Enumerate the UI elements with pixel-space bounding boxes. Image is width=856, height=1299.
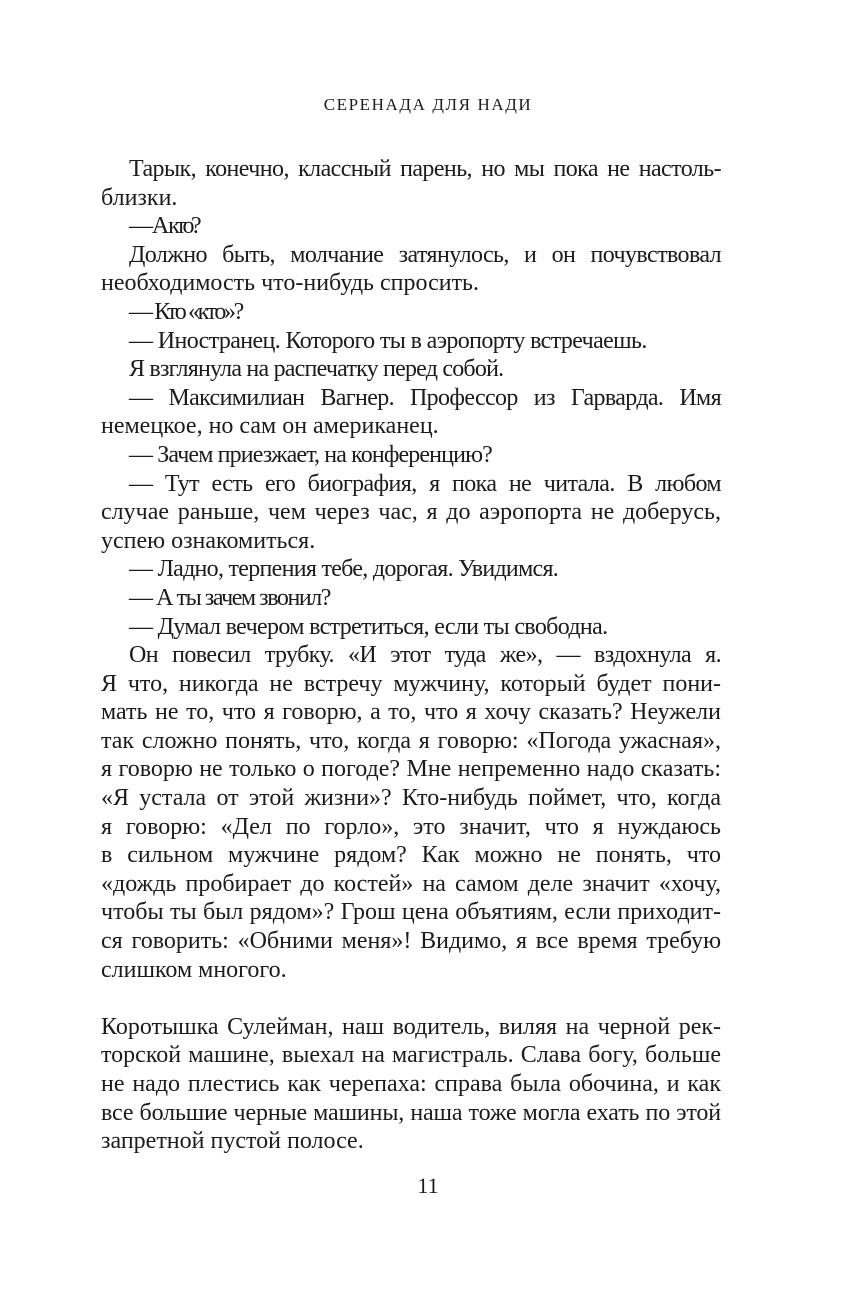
text-line: чтобы ты был рядом»? Грош цена объятиям, если приходит-	[101, 899, 721, 926]
body-text	[101, 155, 721, 1156]
text-line: ся говорить: «Обними меня»! Видимо, я все время требую	[101, 928, 721, 955]
text-line: «дождь пробирает до костей» на самом деле значит «хочу,	[101, 870, 721, 897]
text-line: — А ты зачем звонил?	[129, 584, 330, 611]
text-line: — Ладно, терпения тебе, дорогая. Увидимся.	[129, 556, 559, 583]
text-line: Тарык, конечно, классный парень, но мы пока не настоль-	[129, 156, 721, 182]
text-line: Должно быть, молчание затянулось, и он почувствовал	[129, 241, 721, 268]
text-line: успею ознакомиться.	[101, 527, 316, 554]
text-line: запретной пустой полосе.	[101, 1128, 364, 1155]
running-head: СЕРЕНАДА ДЛЯ НАДИ	[323, 95, 533, 114]
text-line: слишком многого.	[101, 956, 287, 983]
text-line: «Я устала от этой жизни»? Кто-нибудь поймет, что, когда	[101, 785, 721, 812]
text-line: — Зачем приезжает, на конференцию?	[129, 441, 492, 468]
text-line: — Тут есть его биография, я пока не читала. В любом	[129, 470, 721, 497]
text-line: торской машине, выехал на магистраль. Слава богу, больше	[101, 1042, 721, 1069]
text-line: — Кто «кто»?	[129, 298, 242, 325]
text-line: все большие черные машины, наша тоже могла ехать по этой	[101, 1099, 721, 1126]
text-line: так сложно понять, что, когда я говорю: «Погода ужасная»,	[101, 727, 721, 754]
page-number: 11	[417, 1173, 439, 1198]
text-line: — Иностранец. Которого ты в аэропорту встречаешь.	[129, 327, 647, 354]
text-line: близки.	[101, 184, 178, 211]
text-line: необходимость что-нибудь спросить.	[101, 270, 479, 297]
text-line: немецкое, но сам он американец.	[101, 413, 439, 440]
text-line: — Максимилиан Вагнер. Профессор из Гарварда. Имя	[129, 384, 721, 411]
text-line: не надо плестись как черепаха: справа была обочина, и как	[101, 1071, 721, 1097]
text-line: я говорю не только о погоде? Мне непременно надо сказать:	[101, 756, 721, 783]
text-line: Коротышка Сулейман, наш водитель, виляя на черной рек-	[101, 1013, 721, 1040]
text-line: случае раньше, чем через час, я до аэропорта не доберусь,	[101, 499, 721, 526]
text-line: — А кто?	[129, 213, 199, 240]
text-line: в сильном мужчине рядом? Как можно не понять, что	[101, 842, 721, 869]
text-line: Я что, никогда не встречу мужчину, который будет пони-	[101, 670, 721, 697]
section-break	[101, 984, 721, 1013]
text-line: Я взглянула на распечатку перед собой.	[129, 356, 504, 383]
text-line: мать не то, что я говорю, а то, что я хочу сказать? Неужели	[101, 699, 721, 726]
text-line: — Думал вечером встретиться, если ты свободна.	[129, 613, 608, 640]
text-line: Он повесил трубку. «И этот туда же», — вздохнула я.	[129, 642, 721, 669]
text-line: я говорю: «Дел по горло», это значит, что я нуждаюсь	[101, 813, 721, 840]
